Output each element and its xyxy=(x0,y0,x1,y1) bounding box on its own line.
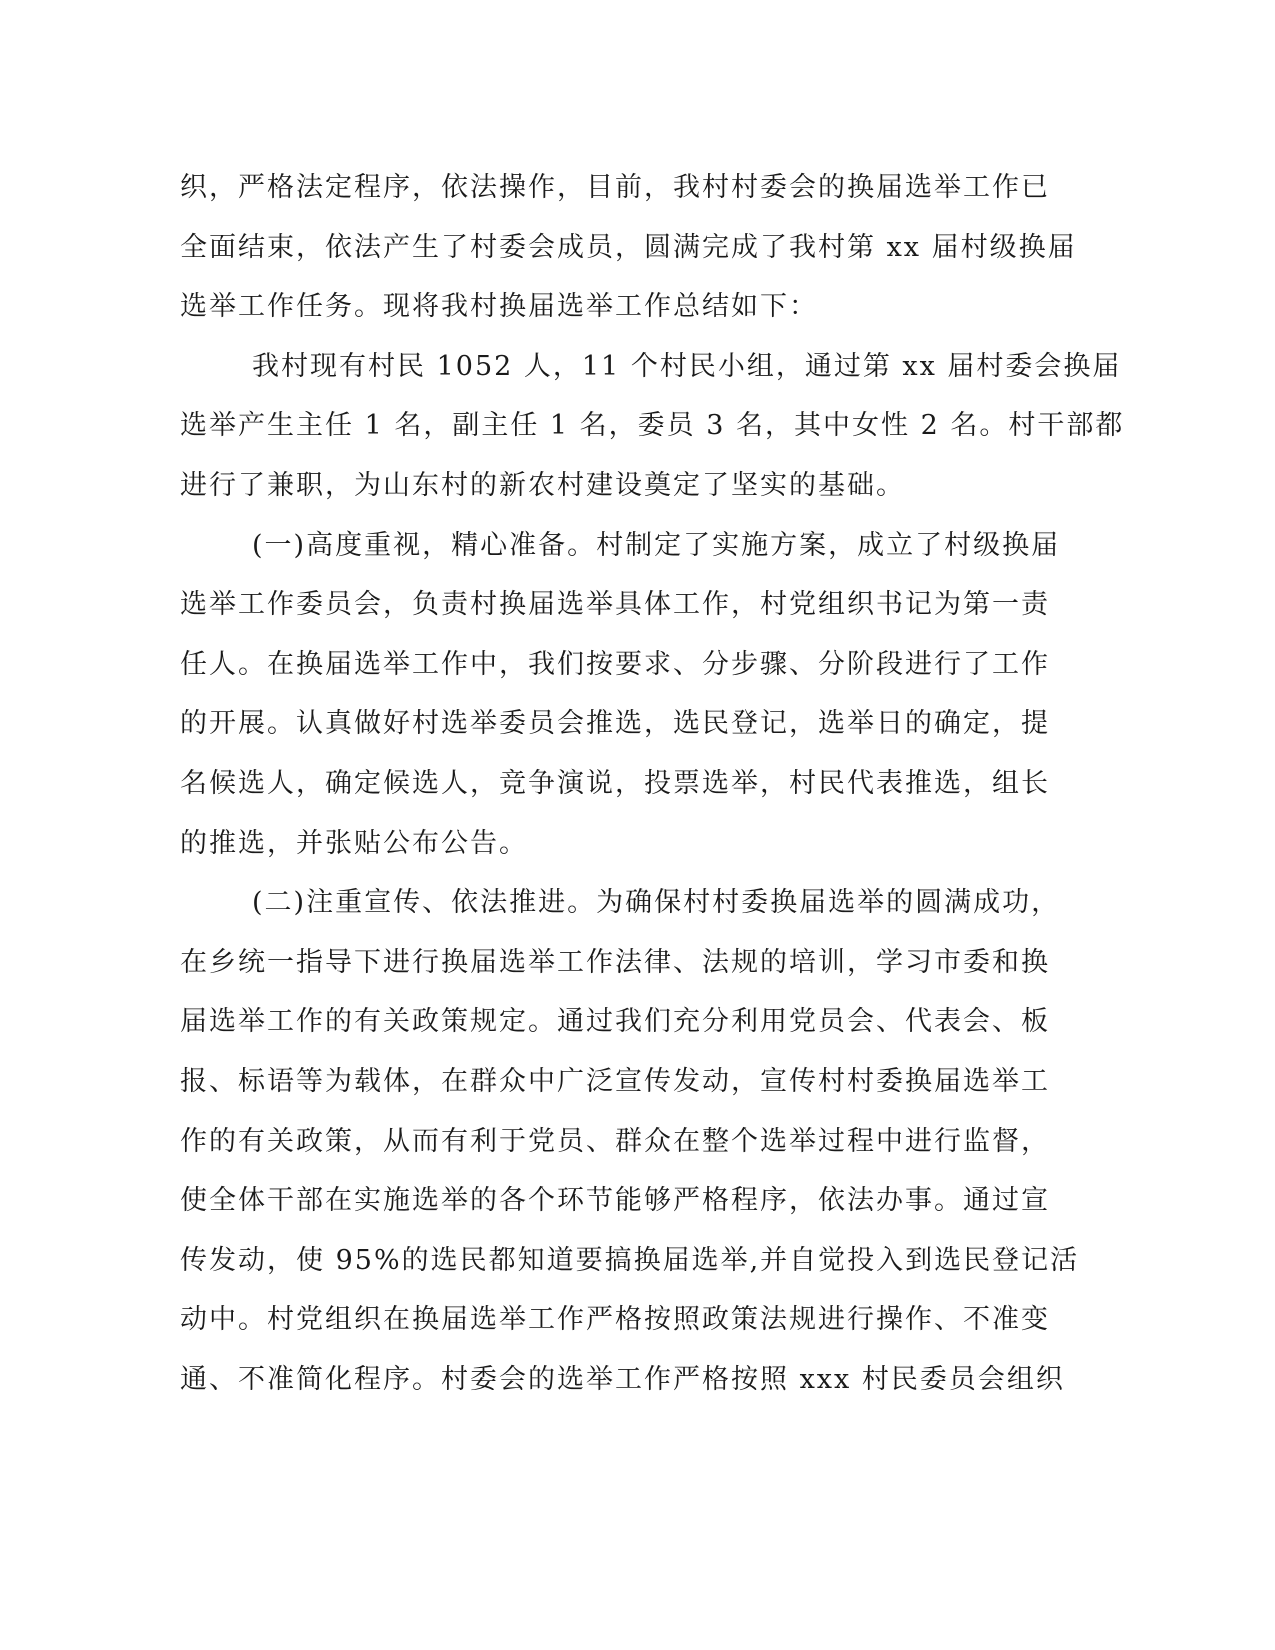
text-line: 选举工作委员会，负责村换届选举具体工作，村党组织书记为第一责 xyxy=(180,589,1050,621)
section-heading-line: (一)高度重视，精心准备。村制定了实施方案，成立了村级换届 xyxy=(252,529,1061,561)
text-line: 在乡统一指导下进行换届选举工作法律、法规的培训，学习市委和换 xyxy=(180,946,1050,978)
text-line: 的推选，并张贴公布公告。 xyxy=(180,827,528,859)
text-line: 使全体干部在实施选举的各个环节能够严格程序，依法办事。通过宣 xyxy=(180,1185,1050,1217)
text-line: 织，严格法定程序，依法操作，目前，我村村委会的换届选举工作已 xyxy=(180,172,1050,203)
section-heading-line: (二)注重宣传、依法推进。为确保村村委换届选举的圆满成功， xyxy=(252,887,1061,919)
body-text xyxy=(180,158,1125,1409)
text-line: 选举工作任务。现将我村换届选举工作总结如下： xyxy=(180,291,818,323)
text-line: 名候选人，确定候选人，竞争演说，投票选举，村民代表推选，组长 xyxy=(180,767,1050,799)
text-line: 通、不准简化程序。村委会的选举工作严格按照 xxx 村民委员会组织 xyxy=(180,1363,1065,1395)
text-line: 任人。在换届选举工作中，我们按要求、分步骤、分阶段进行了工作 xyxy=(180,648,1050,680)
paragraph-start-line: 我村现有村民 1052 人，11 个村民小组，通过第 xx 届村委会换届 xyxy=(252,350,1122,382)
text-line: 全面结束，依法产生了村委会成员，圆满完成了我村第 xx 届村级换届 xyxy=(180,231,1077,263)
text-line: 作的有关政策，从而有利于党员、群众在整个选举过程中进行监督， xyxy=(180,1125,1050,1157)
text-line: 届选举工作的有关政策规定。通过我们充分利用党员会、代表会、板 xyxy=(180,1006,1050,1038)
text-line: 传发动，使 95%的选民都知道要搞换届选举,并自觉投入到选民登记活 xyxy=(180,1244,1080,1276)
text-line: 选举产生主任 1 名，副主任 1 名，委员 3 名，其中女性 2 名。村干部都 xyxy=(180,410,1125,442)
text-line: 进行了兼职，为山东村的新农村建设奠定了坚实的基础。 xyxy=(180,469,905,501)
text-line: 动中。村党组织在换届选举工作严格按照政策法规进行操作、不准变 xyxy=(180,1304,1050,1336)
text-line: 报、标语等为载体，在群众中广泛宣传发动，宣传村村委换届选举工 xyxy=(180,1065,1050,1097)
text-line: 的开展。认真做好村选举委员会推选，选民登记，选举日的确定，提 xyxy=(180,708,1050,740)
